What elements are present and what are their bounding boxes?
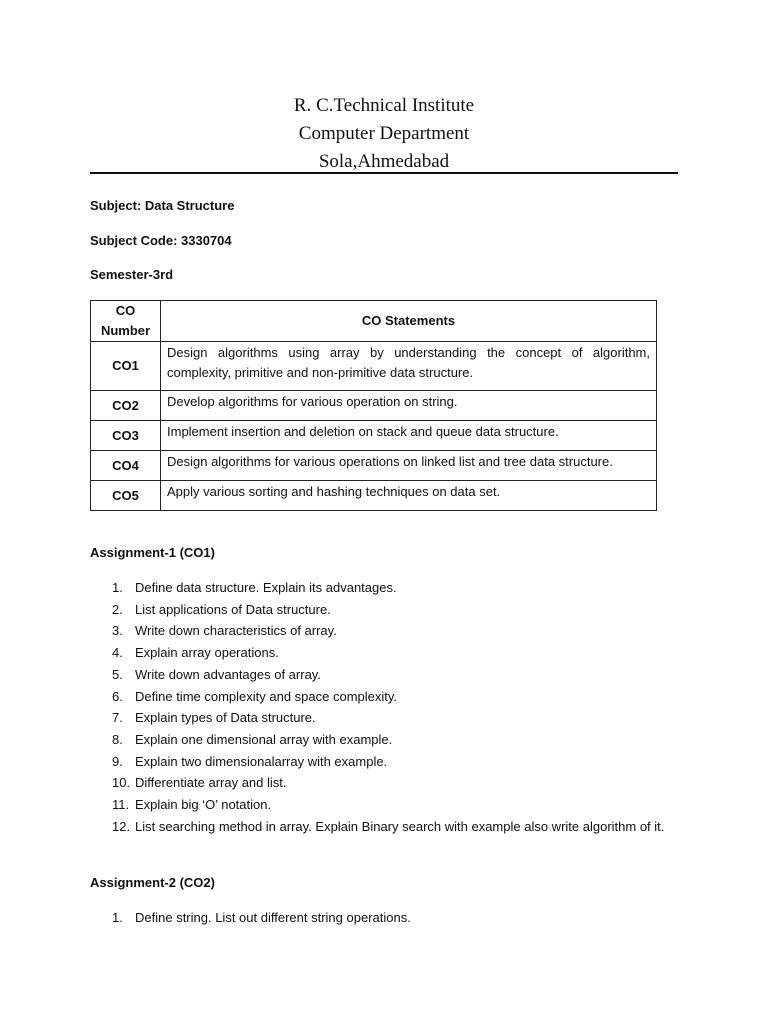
- list-item: [90, 599, 680, 621]
- co-statement-cell: Design algorithms for various operations on linked list and tree data structure.: [161, 451, 657, 481]
- assignment-2-title: Assignment-2 (CO2): [90, 875, 215, 890]
- header-divider: [90, 172, 678, 174]
- document-header: [90, 92, 678, 176]
- list-item: [90, 816, 680, 838]
- subject-code-line: Subject Code: 3330704: [90, 233, 232, 248]
- question-text: Differentiate array and list.: [135, 775, 287, 791]
- item-number: 1.: [112, 910, 123, 925]
- co-number-cell: CO4: [91, 451, 161, 481]
- question-text: Explain one dimensional array with example.: [135, 731, 393, 747]
- co-number-cell: CO1: [91, 342, 161, 391]
- list-item: [90, 907, 680, 929]
- question-text: Explain two dimensionalarray with example.: [135, 753, 388, 769]
- question-text: Define data structure. Explain its advantages.: [135, 580, 397, 595]
- list-item: [90, 664, 680, 686]
- assignment-1-title: Assignment-1 (CO1): [90, 545, 215, 560]
- list-item: [90, 686, 680, 708]
- question-text: Define string. List out different string operations.: [135, 910, 411, 925]
- table-row: [91, 391, 657, 421]
- item-number: 4.: [112, 645, 123, 661]
- co-table-header-row: [91, 301, 657, 342]
- list-item: [90, 751, 680, 773]
- co-statements-header: CO Statements: [161, 301, 657, 342]
- institute-name: R. C.Technical Institute: [293, 95, 475, 116]
- list-item: [90, 729, 680, 751]
- subject-line: Subject: Data Structure: [90, 198, 235, 213]
- list-item: [90, 794, 680, 816]
- assignment-2-list: [90, 907, 680, 929]
- question-text: Write down advantages of array.: [135, 666, 321, 682]
- table-row: [91, 451, 657, 481]
- co-table: [90, 300, 657, 511]
- semester-line: Semester-3rd: [90, 267, 174, 282]
- item-number: 11.: [112, 797, 130, 813]
- list-item: [90, 642, 680, 664]
- item-number: 8.: [112, 731, 123, 747]
- question-text: List applications of Data structure.: [135, 601, 331, 617]
- co-statement-cell: Design algorithms using array by understanding the concept of algorithm, complexity, primitive and non-primitive data structure.: [161, 342, 657, 391]
- question-text: Explain types of Data structure.: [135, 710, 316, 726]
- question-text: Define time complexity and space complexity.: [135, 688, 398, 704]
- item-number: 9.: [112, 753, 123, 769]
- question-text: Explain big ‘O’ notation.: [135, 797, 272, 813]
- co-number-cell: CO3: [91, 421, 161, 451]
- item-number: 1.: [112, 580, 123, 595]
- co-number-cell: CO2: [91, 391, 161, 421]
- item-number: 3.: [112, 623, 123, 639]
- item-number: 2.: [112, 601, 123, 617]
- table-row: [91, 342, 657, 391]
- co-statement-cell: Implement insertion and deletion on stack and queue data structure.: [161, 421, 657, 451]
- item-number: 5.: [112, 666, 123, 682]
- co-number-header: CO Number: [91, 301, 161, 342]
- item-number: 12.: [112, 818, 131, 834]
- item-number: 10.: [112, 775, 131, 791]
- question-text: List searching method in array. Explain Binary search with example also write algorithm of it.: [135, 818, 665, 834]
- list-item: [90, 577, 680, 599]
- co-statement-cell: Develop algorithms for various operation on string.: [161, 391, 657, 421]
- co-statement-cell: Apply various sorting and hashing techniques on data set.: [161, 481, 657, 511]
- item-number: 7.: [112, 710, 123, 726]
- list-item: [90, 772, 680, 794]
- co-number-cell: CO5: [91, 481, 161, 511]
- list-item: [90, 620, 680, 642]
- assignment-1-list: [90, 577, 680, 837]
- item-number: 6.: [112, 688, 123, 704]
- question-text: Write down characteristics of array.: [135, 623, 337, 639]
- table-row: [91, 481, 657, 511]
- question-text: Explain array operations.: [135, 645, 279, 661]
- location-name: Sola,Ahmedabad: [318, 151, 450, 172]
- department-name: Computer Department: [298, 123, 470, 144]
- table-row: [91, 421, 657, 451]
- list-item: [90, 707, 680, 729]
